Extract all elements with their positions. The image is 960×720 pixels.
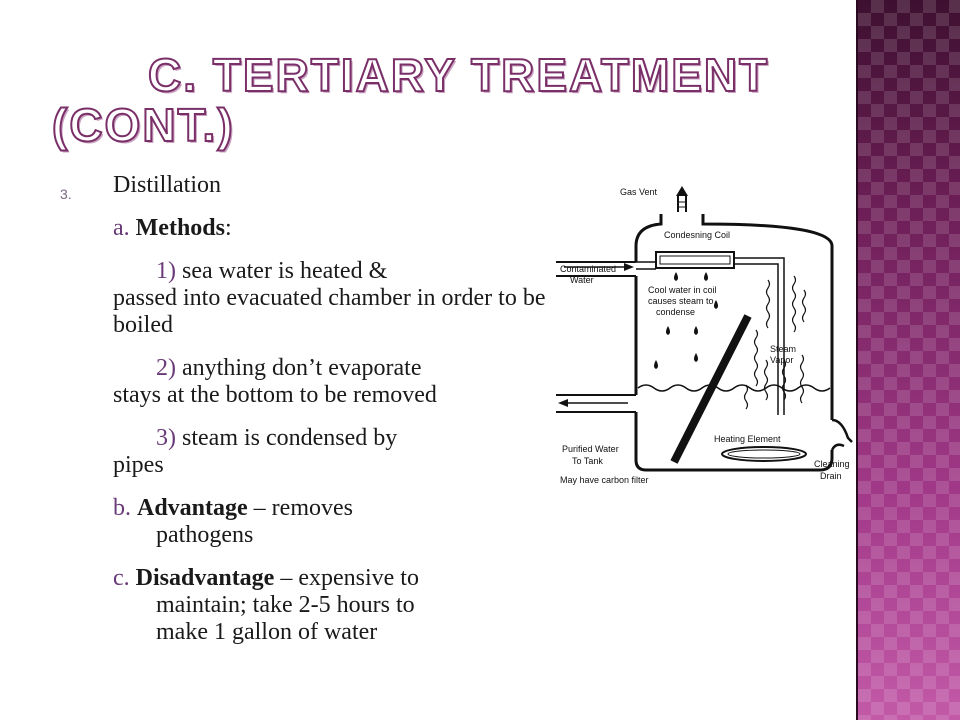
methods-suffix: : xyxy=(225,215,232,241)
section-heading: Distillation xyxy=(113,172,221,198)
water-surface xyxy=(638,385,830,391)
step-3-first: steam is condensed by xyxy=(182,425,398,451)
step-2 xyxy=(60,355,550,409)
distillation-diagram-svg xyxy=(556,180,856,490)
methods-line xyxy=(60,215,550,242)
label-carbon-filter: May have carbon filter xyxy=(560,475,649,485)
advantage-marker: b. xyxy=(113,495,131,521)
step-3 xyxy=(60,425,550,479)
outlet-arrow-icon xyxy=(558,399,568,407)
cleaning-drain-pipe xyxy=(832,420,852,442)
label-contaminated-2: Water xyxy=(570,275,594,285)
label-steam-1: Steam xyxy=(770,344,797,354)
disadvantage-label: Disadvantage xyxy=(135,565,275,591)
step-3-rest: pipes xyxy=(113,452,164,478)
step-2-first: anything don’t evaporate xyxy=(182,355,422,381)
step-3-marker: 3) xyxy=(156,425,176,451)
slide-body xyxy=(60,172,550,646)
label-contaminated-1: Contaminated xyxy=(560,264,617,274)
vessel-wall xyxy=(636,214,661,262)
methods-marker: a. xyxy=(113,215,130,241)
label-steam-2: Vapor xyxy=(770,355,794,365)
methods-label: Methods xyxy=(135,215,225,241)
disadvantage-line xyxy=(60,565,550,646)
label-cool-water-3: condense xyxy=(656,307,696,317)
title-line-2: (CONT.) xyxy=(52,99,235,151)
advantage-cont: pathogens xyxy=(156,522,254,548)
gas-vent-arrow-icon xyxy=(676,186,688,196)
label-cool-water-1: Cool water in coil xyxy=(648,285,717,295)
advantage-line xyxy=(60,495,550,549)
slide-title xyxy=(52,50,772,150)
decorative-sidebar xyxy=(856,0,960,720)
label-gas-vent: Gas Vent xyxy=(620,187,658,197)
section-number: 3. xyxy=(60,186,72,202)
section-heading-line xyxy=(60,172,550,202)
disadvantage-marker: c. xyxy=(113,565,130,591)
title-line-1: C. TERTIARY TREATMENT xyxy=(148,49,770,101)
step-1-first: sea water is heated & xyxy=(182,258,388,284)
condensing-coil xyxy=(656,252,734,268)
advantage-label: Advantage xyxy=(137,495,248,521)
label-condensing-coil: Condesning Coil xyxy=(664,230,731,240)
distillation-diagram xyxy=(556,180,856,490)
label-cleaning-2: Drain xyxy=(820,471,842,481)
step-2-marker: 2) xyxy=(156,355,176,381)
disadvantage-text: – expensive to xyxy=(280,565,419,591)
step-1-rest: passed into evacuated chamber in order to be boiled xyxy=(113,285,546,338)
step-1 xyxy=(60,258,550,339)
step-1-marker: 1) xyxy=(156,258,176,284)
heating-element xyxy=(722,447,806,461)
label-purified-2: To Tank xyxy=(572,456,603,466)
label-cool-water-2: causes steam to xyxy=(648,296,714,306)
step-2-rest: stays at the bottom to be removed xyxy=(113,382,437,408)
inlet-arrow-icon xyxy=(624,263,634,271)
disadvantage-cont-2: make 1 gallon of water xyxy=(156,619,378,645)
label-heating-element: Heating Element xyxy=(714,434,781,444)
label-purified-1: Purified Water xyxy=(562,444,619,454)
label-cleaning-1: Cleaning xyxy=(814,459,850,469)
disadvantage-cont-1: maintain; take 2-5 hours to xyxy=(156,592,415,618)
advantage-text: – removes xyxy=(253,495,353,521)
